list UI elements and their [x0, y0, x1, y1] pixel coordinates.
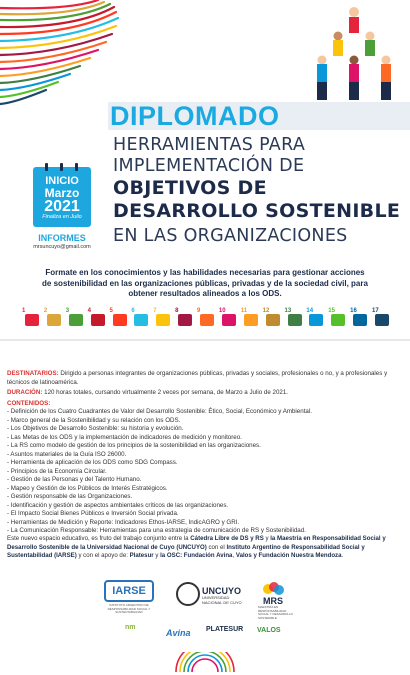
partners-bold: Cátedra Libre de DS y RS [190, 535, 264, 542]
calendar-month: Marzo [44, 186, 80, 200]
ods-icon-16 [350, 308, 370, 330]
partners-bold: Valos y Fundación Nuestra Mendoza [235, 552, 342, 559]
destinatarios-text: Dirigido a personas integrantes de organizaciones públicas, privadas y sociales, profesionales o no, y a profesionales y técnicos de latinoamérica. [7, 370, 388, 386]
ods-glyph-icon [331, 314, 345, 326]
list-item: - Herramienta de aplicación de los ODS como SDG Compass. [7, 459, 178, 466]
subtitle-line-5: EN LAS ORGANIZACIONES [113, 226, 348, 246]
mrs-logo-text: MRS [263, 596, 283, 606]
ods-number: 3 [65, 308, 70, 314]
list-item: - Gestión de las Personas y del Talento Humano. [7, 476, 142, 483]
people-pyramid-illustration [298, 4, 408, 104]
informes-label: INFORMES [38, 233, 86, 243]
ods-number: 16 [350, 308, 357, 314]
partners-bold: Platesur [129, 552, 154, 559]
ods-glyph-icon [47, 314, 61, 326]
ods-number: 13 [284, 308, 292, 314]
list-item: - Principios de la Economía Circular. [7, 467, 107, 475]
contact-email-link[interactable]: mrsuncuyo@gmail.com [33, 244, 91, 250]
intro-text: Formate en los conocimientos y las habilidades necesarias para gestionar acciones de sostenibilidad en las organizaciones públicas, privadas y de la sociedad civil, para obtener resultados alineados a los ODS. [42, 268, 368, 298]
partners-text: y [263, 535, 271, 542]
ods-icon-15 [328, 308, 348, 330]
duracion-label: DURACIÓN: [7, 389, 43, 396]
list-item: - Mapeo y Gestión de los Públicos de Interés Estratégicos. [7, 484, 168, 492]
subtitle-line-4: DESARROLLO SOSTENIBLE [113, 200, 401, 222]
ods-glyph-icon [375, 314, 389, 326]
partners-text: Este nuevo espacio educativo, es fruto del trabajo conjunto entre la [7, 535, 191, 542]
partners-text: , [232, 552, 236, 559]
decorative-arcs [0, 0, 120, 110]
list-item: - Las Metas de los ODS y la implementación de indicadores de medición y monitoreo. [7, 433, 242, 441]
ods-icon-4 [88, 308, 108, 330]
ods-glyph-icon [25, 314, 39, 326]
platesur-logo: PLATESUR [206, 626, 244, 633]
ods-glyph-icon [244, 314, 258, 326]
list-item: - La Comunicación Responsable: Herramientas para una estrategia de comunicación de RS y Sostenibilidad. [7, 527, 306, 534]
calendar-year: 2021 [44, 198, 80, 215]
list-item: - Definición de los Cuatro Cuadrantes de Valor del Desarrollo Sostenible: Ético, Social, Económico y Ambiental. [7, 408, 312, 415]
ods-glyph-icon [266, 314, 280, 326]
ods-glyph-icon [309, 314, 323, 326]
page-title: DIPLOMADO [110, 101, 280, 131]
ods-glyph-icon [353, 314, 367, 326]
partners-bold: la Maestría en Responsabilidad Social y Desarrollo Sostenible de la Universidad Nacional de Cuyo (UNCUYO) [7, 535, 386, 551]
partners-text: con el [206, 543, 227, 551]
calendar-rings-icon [41, 163, 83, 171]
avina-logo: Avina [166, 628, 191, 638]
contenidos-list [7, 408, 405, 536]
partners-text: . [341, 552, 344, 559]
supporter-logos-row [0, 624, 410, 642]
ods-glyph-icon [200, 314, 214, 326]
subtitle-line-3: OBJETIVOS DE [113, 177, 267, 199]
ods-number: 2 [43, 308, 48, 314]
ods-number: 14 [306, 308, 314, 314]
ods-icon-12 [263, 308, 283, 330]
ods-icon-5 [110, 308, 130, 330]
start-date-calendar [33, 167, 91, 227]
ods-icon-3 [66, 308, 86, 330]
list-item: - Los Objetivos de Desarrollo Sostenible: su historia y evolución. [7, 425, 184, 432]
ods-icon-6 [131, 308, 151, 330]
partners-bold: Instituto Argentino de Responsabilidad Social y Sustentabilidad (IARSE) [7, 543, 365, 559]
subtitle-line-2: IMPLEMENTACIÓN DE [113, 156, 305, 176]
ods-icon-17 [372, 308, 392, 330]
ods-number: 11 [240, 308, 248, 314]
ods-icon-7 [153, 308, 173, 330]
ods-icon-13 [285, 308, 305, 330]
ods-number: 10 [218, 308, 226, 314]
ods-glyph-icon [222, 314, 236, 326]
ods-number: 1 [22, 308, 26, 314]
list-item: - Herramientas de Medición y Reporte: Indicadores Ethos-IARSE, IndicAGRO y GRI. [7, 518, 240, 526]
ods-glyph-icon [91, 314, 105, 326]
partners-paragraph [7, 535, 405, 561]
ods-number: 8 [175, 308, 179, 314]
mrs-logo [258, 580, 308, 620]
ods-number: 5 [109, 308, 113, 314]
uncuyo-logo [176, 580, 242, 616]
list-item: - Marco general de la Sostenibilidad y su relación con los ODS. [7, 416, 181, 424]
list-item: - Identificación y gestión de aspectos ambientales críticos de las organizaciones. [7, 501, 229, 509]
uncuyo-logo-text: UNCUYO [202, 586, 242, 596]
mrs-logo-subtitle: MAESTRÍA EN RESPONSABILIDAD SOCIAL Y DESARROLLO SOSTENIBLE [258, 605, 293, 620]
uncuyo-logo-subtitle: UNIVERSIDAD NACIONAL DE CUYO [202, 595, 242, 605]
ods-icon-10 [219, 308, 239, 330]
ods-glyph-icon [113, 314, 127, 326]
ods-glyph-icon [288, 314, 302, 326]
ods-glyph-icon [69, 314, 83, 326]
ods-number: 6 [131, 308, 135, 314]
ods-number: 7 [153, 308, 157, 314]
contenidos-label: CONTENIDOS: [7, 400, 51, 407]
valos-logo: VALOS [257, 627, 281, 634]
ods-number: 15 [328, 308, 335, 314]
partners-text: y [153, 552, 161, 559]
destinatarios-label: DESTINATARIOS: [7, 370, 59, 377]
ods-glyph-icon [134, 314, 148, 326]
hero-section [0, 0, 410, 314]
calendar-inicio: INICIO [45, 175, 79, 187]
subtitle-line-1: HERRAMIENTAS PARA [113, 135, 306, 155]
ods-glyph-icon [156, 314, 170, 326]
ods-icon-2 [44, 308, 64, 330]
ods-icon-14 [306, 308, 326, 330]
uncuyo-seal-icon [176, 582, 200, 606]
footer-arc-decoration [172, 652, 238, 672]
duracion-paragraph [7, 389, 405, 398]
ods-number: 17 [372, 308, 379, 314]
list-item: - El Impacto Social Bienes Públicos e Inversión Social privada. [7, 510, 179, 517]
ods-icon-1 [22, 308, 42, 330]
ods-number: 12 [262, 308, 270, 314]
iarse-logo-subtitle: INSTITUTO ARGENTINO DE RESPONSABILIDAD SOCIAL Y SUSTENTABILIDAD [107, 603, 151, 614]
partner-logos-row [0, 580, 410, 620]
partners-text: y con el apoyo de: [76, 552, 130, 559]
mrs-swirl-icon [258, 580, 288, 596]
list-item: - La RS como modelo de gestión de los principios de la sostenibilidad en las organizaciones. [7, 442, 261, 449]
duracion-text: 120 horas totales, cursando virtualmente 2 veces por semana, de Marzo a Julio de 2021. [42, 389, 288, 396]
list-item: - Asuntos materiales de la Guía ISO 26000. [7, 450, 127, 458]
ods-glyph-icon [178, 314, 192, 326]
destinatarios-paragraph [7, 370, 405, 387]
ods-icon-9 [197, 308, 217, 330]
ods-icons-row [22, 308, 392, 330]
iarse-logo [104, 580, 154, 616]
iarse-logo-text: IARSE [112, 585, 146, 597]
ods-icon-11 [241, 308, 261, 330]
calendar-note: Finaliza en Julio [42, 214, 82, 220]
list-item: - Gestión responsable de las Organizaciones. [7, 493, 133, 500]
ods-number: 9 [197, 308, 201, 314]
partners-bold: la OSC: Fundación Avina [160, 552, 233, 559]
ods-icon-8 [175, 308, 195, 330]
ods-number: 4 [87, 308, 91, 314]
nuestra-mendoza-logo: nm [125, 624, 136, 631]
